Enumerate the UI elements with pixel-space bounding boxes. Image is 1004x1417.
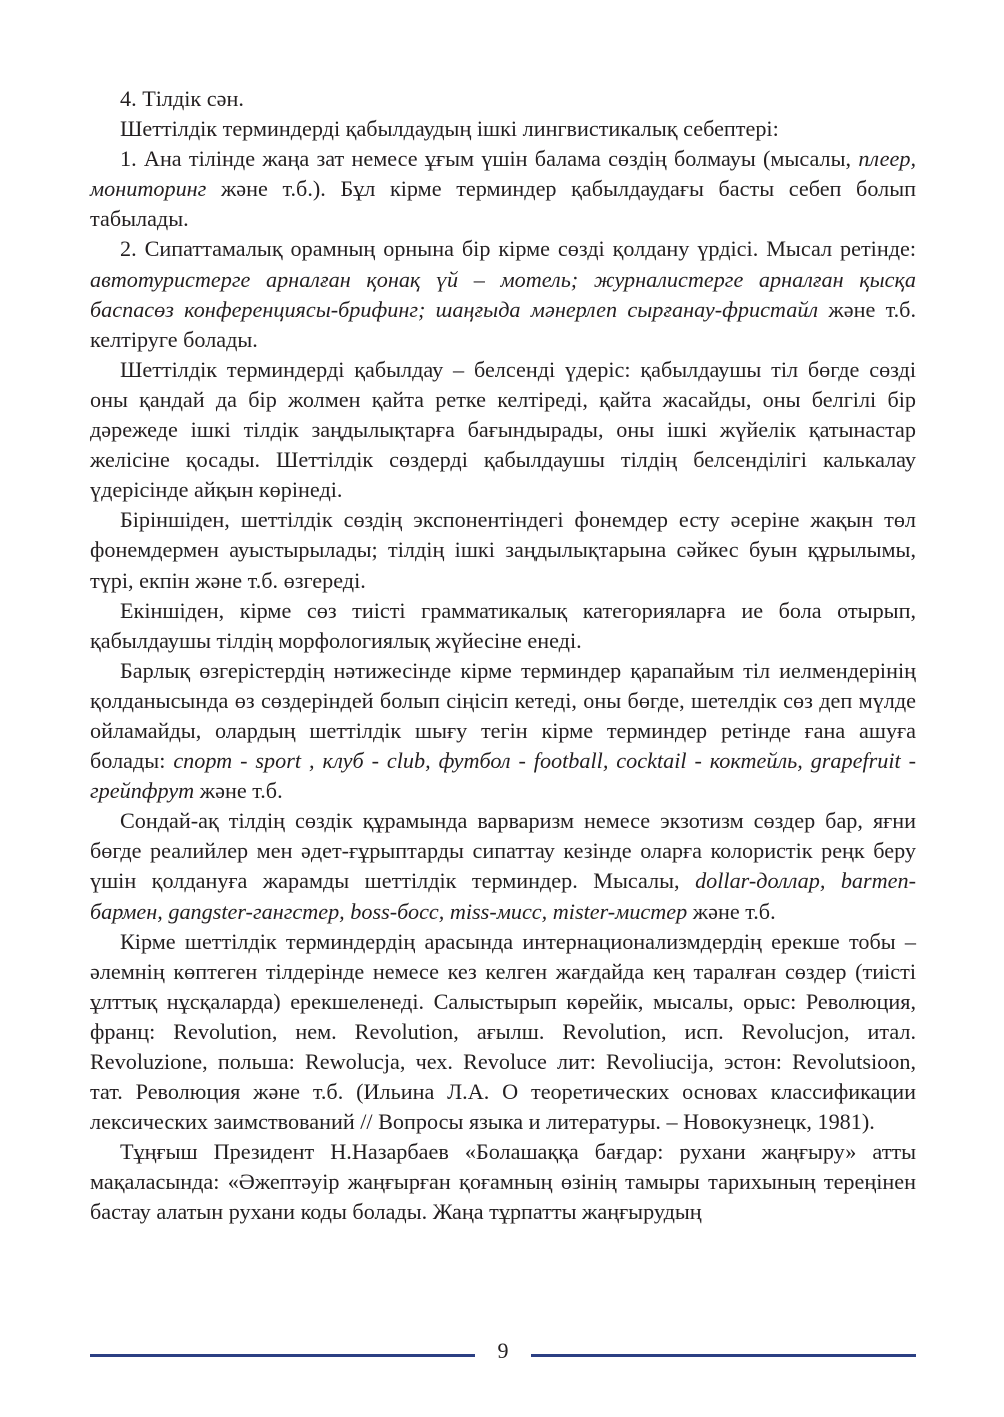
paragraph: Шеттілдік терминдерді қабылдаудың ішкі лингвистикалық себептері: [120, 116, 779, 142]
page-number: 9 [497, 1338, 509, 1363]
italic-text: плеер, мониторинг [90, 146, 916, 202]
page-footer [90, 1336, 916, 1372]
text-run: және т.б. [194, 778, 283, 804]
text-run: Сондай-ақ тілдің сөздік құрамында варваризм немесе экзотизм сөздер бар, яғни бөгде реалийлер мен әдет-ғұрыптарды сипаттау кезінде оларға колористік реңк беру үшін қолдануға жарамды шеттілдік терминдер. Мысалы, [90, 808, 916, 894]
paragraph: Біріншіден, шеттілдік сөздің экспонентіндегі фонемдер есту әсеріне жақын төл фонемдермен ауыстырылады; тілдің ішкі заңдылықтарына сәйкес буын құрылымы, түрі, екпін және т.б. өзгереді. [90, 507, 916, 593]
paragraph: 4. Тілдік сән. [120, 86, 244, 111]
paragraph: Шеттілдік терминдерді қабылдау – белсенді үдеріс: қабылдаушы тіл бөгде сөзді оны қандай да бір жолмен қайта ретке келтіреді, қайта жасайды, оны белгілі бір дәрежеде ішкі тілдік заңдылықтарға бағындырады, оны ішкі жүйелік қатынастар желісіне қосады. Шеттілдік сөздерді қабылдаушы тілдің белсенділігі калькалау үдерісінде айқын көрінеді. [90, 356, 916, 503]
text-run: және т.б. [687, 898, 776, 924]
text-run: 1. Ана тілінде жаңа зат немесе ұғым үшін балама сөздің болмауы (мысалы, [120, 146, 859, 172]
text-run: Барлық өзгерістердің нәтижесінде кірме терминдер қарапайым тіл иелмендерінің қолданысында өз сөздеріндей болып сіңісіп кетеді, оны бөгде, шетелдік сөз деп мүлде ойламайды, олардың шеттілдік шығу тегін кірме терминдер ретінде ғана ашуға болады: [90, 657, 916, 774]
body-text [90, 84, 916, 1228]
paragraph: Кірме шеттілдік терминдердің арасында интернационализмдердің ерекше тобы – әлемнің көптеген тілдерінде немесе кез келген жағдайда кең таралған сөздер (тиісті ұлттық нұсқаларда) ерекшеленеді. Салыстырып көрейік, мысалы, орыс: Революция, франц: Revolution, нем. Revolution, ағылш. Revolution, исп. Revolucjon, итал. Revoluzione, польша: Rewolucja, чех. Revoluce лит: Revoliucija, эстон: Revolutsioon, тат. Революция және т.б. (Ильина Л.А. О теоретических основах классификации лексических заимствований // Вопросы языка и литературы. – Новокузнецк, 1981). [90, 928, 916, 1135]
text-run: және т.б.). Бұл кірме терминдер қабылдаудағы басты себеп болып табылады. [90, 176, 916, 232]
paragraph [90, 656, 916, 806]
italic-text: автотуристерге арналған қонақ үй – мотель; журналистерге арналған қысқа баспасөз конференциясы-брифинг; шаңғыда мәнерлеп сырғанау-фристайл [90, 266, 916, 322]
paragraph [90, 234, 916, 354]
footer-rule-right [531, 1354, 916, 1357]
footer-rule-left [90, 1354, 475, 1357]
italic-text: спорт - sport , клуб - club, футбол - football, cocktail - коктейль, grapefruit - грейпфрут [90, 748, 917, 804]
paragraph: Екіншіден, кірме сөз тиісті грамматикалық категорияларға ие бола отырып, қабылдаушы тілдің морфологиялық жүйесіне енеді. [90, 597, 916, 653]
paragraph: Тұңғыш Президент Н.Назарбаев «Болашаққа бағдар: рухани жаңғыру» атты мақаласында: «Әжептәуір жаңғырған қоғамның өзінің тамыры тарихының тереңінен бастау алатын рухани коды болады. Жаңа тұрпатты жаңғырудың [90, 1139, 916, 1225]
italic-text: dollar-доллар, barmen-бармен, gangster-гангстер, boss-босс, miss-мисс, mister-мистер [90, 868, 917, 924]
paragraph [90, 806, 916, 926]
paragraph [90, 144, 916, 234]
text-run: 2. Сипаттамалық орамның орнына бір кірме сөзді қолдану үрдісі. Мысал ретінде: [120, 236, 916, 262]
text-run: және т.б. келтіруге болады. [90, 296, 916, 352]
